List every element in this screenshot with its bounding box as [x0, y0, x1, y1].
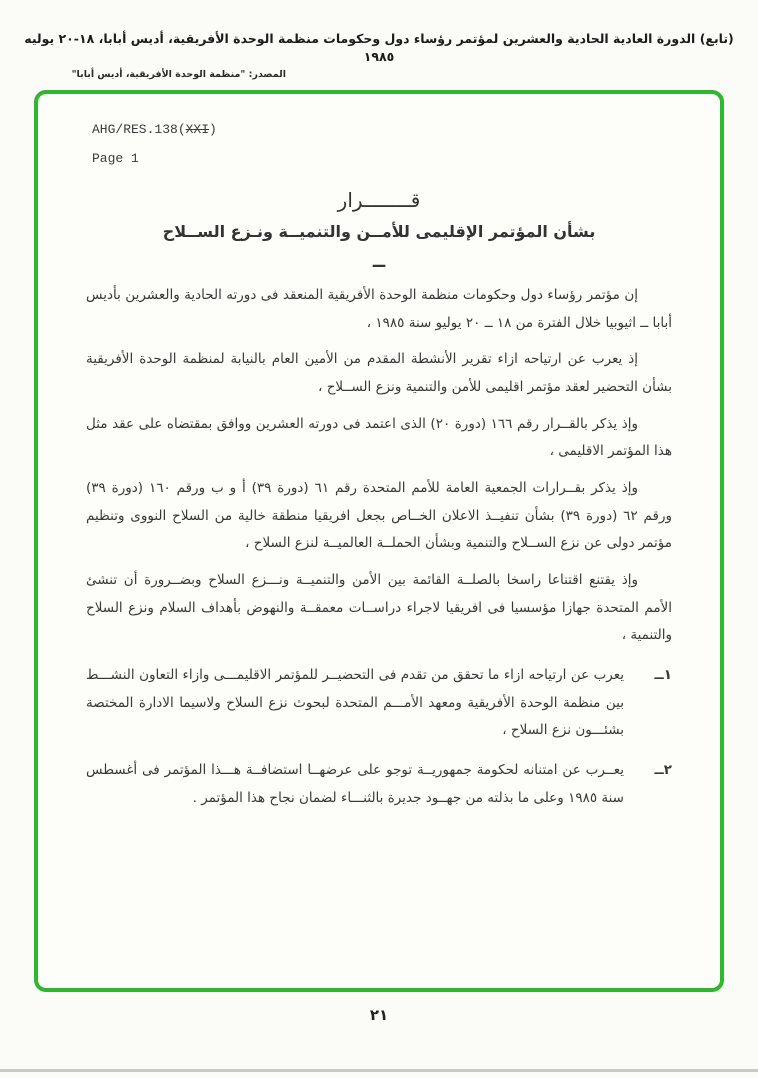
item-text-1: يعرب عن ارتياحه ازاء ما تحقق من تقدم فى التحضيــر للمؤتمر الاقليمـــى وازاء التعاون النشـــط بين منظمة الوحدة الأفريقية ومعهد الأمـــم المتحدة لبحوث نزع السلاح ولاسيما الادارة المختصة بشئـــون نزع السلاح ، [86, 667, 624, 739]
doc-reference-suffix: ) [209, 122, 217, 137]
document-frame [34, 90, 724, 992]
source-line: المصدر: "منظمة الوحدة الأفريقية، أديس أبابا" [71, 69, 286, 80]
resolution-body [86, 282, 672, 812]
paragraph-preamble-4: وإذ يذكر بقــرارات الجمعية العامة للأمم المتحدة رقم ٦١ (دورة ٣٩) أ و ب ورقم ١٦٠ (دورة ٣٩) ورقم ٦٢ (دورة ٣٩) بشأن تنفيــذ الاعلان الخــاص بجعل افريقيا منطقة خالية من السلاح النووى وتنظيم مؤتمر دولى عن نزع الســلاح والتنمية وبشأن الحملــة العالميــة لنزع السلاح ، [86, 480, 672, 552]
page-number: ٢١ [369, 1006, 389, 1024]
item-number-1: ١ــ [654, 667, 672, 684]
paragraph-preamble-3: وإذ يذكر بالقــرار رقم ١٦٦ (دورة ٢٠) الذى اعتمد فى دورته العشرين ووافق بمقتضاه على عقد مثل هذا المؤتمر الاقليمى ، [86, 415, 672, 460]
item-number-2: ٢ــ [654, 762, 672, 779]
numbered-item-1 [86, 662, 672, 745]
paragraph-preamble-2: إذ يعرب عن ارتياحه ازاء تقرير الأنشطة المقدم من الأمين العام بالنيابة لمنظمة الوحدة الأفريقية بشأن التحضير لعقد مؤتمر اقليمى للأمن والتنمية ونزع الســلاح ، [86, 351, 672, 396]
page-label: Page 1 [92, 151, 139, 166]
resolution-title: قــــــــرار [337, 188, 421, 212]
paragraph-preamble-1: إن مؤتمر رؤساء دول وحكومات منظمة الوحدة الأفريقية المنعقد فى دورته الحادية والعشرين بأديس أبابا ــ اثيوبيا خلال الفترة من ١٨ ــ ٢٠ يوليو سنة ١٩٨٥ ، [86, 287, 672, 331]
item-text-2: يعــرب عن امتنانه لحكومة جمهوريــة توجو على عرضهــا استضافــة هـــذا المؤتمر فى أغسطس سنة ١٩٨٥ وعلى ما بذلته من جهــود جديرة بالثنـــاء لضمان نجاح هذا المؤتمر . [86, 762, 624, 806]
doc-reference [92, 122, 672, 137]
resolution-subtitle: بشأن المؤتمر الإقليمى للأمــن والتنميــة ونـزع الســلاح [162, 222, 596, 241]
numbered-item-2 [86, 757, 672, 812]
separator-dash: ــ [372, 251, 386, 272]
footer-rule [0, 1069, 758, 1072]
session-header: (تابع) الدورة العادية الحادية والعشرين لمؤتمر رؤساء دول وحكومات منظمة الوحدة الأفريقية، أديس أبابا، ١٨-٢٠ يوليه ١٩٨٥ [24, 31, 734, 64]
paragraph-preamble-5: وإذ يقتنع اقتناعا راسخا بالصلــة القائمة بين الأمن والتنميــة ونـــزع السلاح وبضــرورة أن تنشئ الأمم المتحدة جهازا مؤسسيا فى افريقيا لاجراء دراســات معمقــة والنهوض بأهداف السلام ونزع السلاح والتنمية ، [86, 572, 672, 644]
doc-reference-crossed: XXI [185, 122, 210, 137]
doc-reference-prefix: AHG/RES.138( [92, 122, 186, 137]
